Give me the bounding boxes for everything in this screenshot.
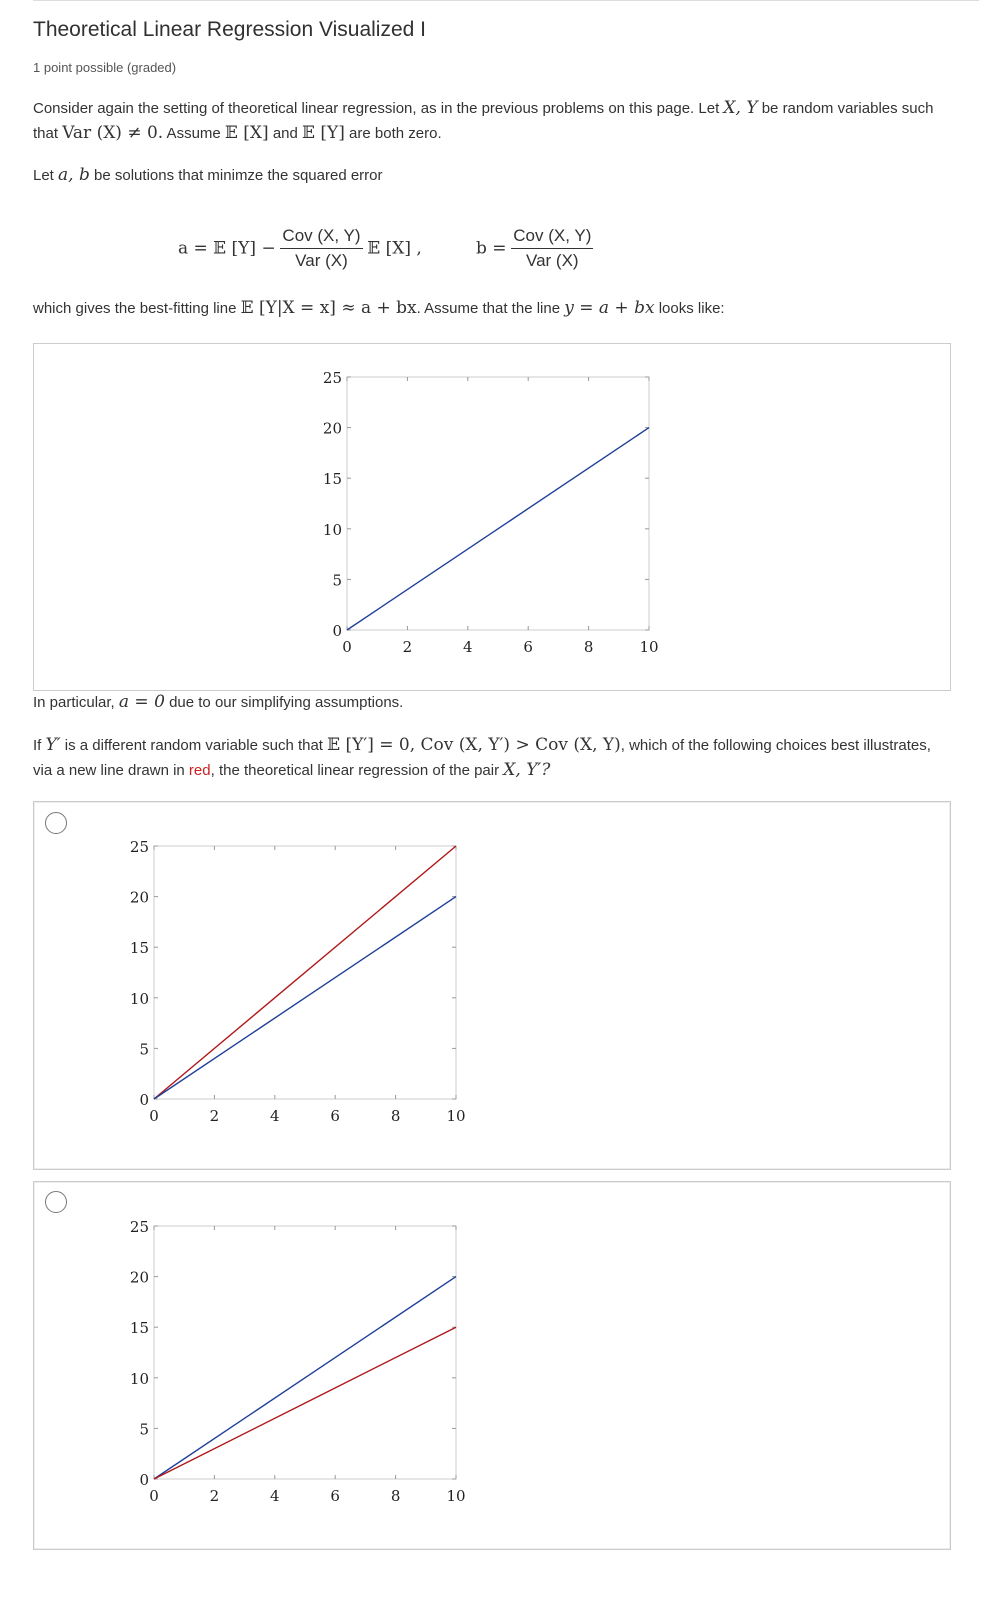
main-figure-box [33,343,951,691]
fraction-denominator: Var (X) [295,251,348,270]
series-line [154,1277,456,1479]
series-line [154,1327,456,1479]
plot-frame [154,1226,456,1479]
x-tick-label: 8 [390,1487,401,1505]
text-fragment: and [268,125,303,142]
formula-a-lhs: a = 𝔼 [Y] − [178,238,276,259]
y-tick-label: 5 [139,1420,149,1439]
x-tick-label: 6 [330,1487,340,1505]
text-fragment: Consider again the setting of theoretical linear regression, as in the previous problems on this page. Let [33,100,724,117]
paragraph-let [33,163,383,188]
y-tick-label: 15 [129,1319,149,1338]
text-fragment: Assume [163,125,225,142]
x-tick-label: 2 [402,638,413,656]
x-tick-label: 2 [209,1487,220,1505]
x-tick-label: 2 [209,1107,220,1125]
y-tick-label: 25 [129,1218,149,1236]
y-tick-label: 15 [129,939,149,958]
text-fragment: , the theoretical linear regression of the pair [210,762,504,779]
x-tick-label: 10 [446,1107,466,1125]
math-line: y = a + bx [564,298,655,318]
y-tick-label: 20 [129,1268,149,1287]
formula-b-lhs: b = [476,238,507,259]
fraction-denominator: Var (X) [526,251,579,270]
math-a-zero: a = 0 [118,692,165,712]
math-yprime: Y′ [45,735,61,755]
y-tick-label: 5 [332,571,342,590]
top-divider [33,0,979,1]
x-tick-label: 8 [583,638,594,656]
red-word: red [188,762,211,779]
x-tick-label: 10 [639,638,659,656]
text-fragment: are both zero. [344,125,442,142]
x-tick-label: 8 [390,1107,401,1125]
math-pair: X, Y′? [503,760,551,780]
y-tick-label: 0 [332,622,342,640]
math-xy: X, Y [723,98,758,118]
x-tick-label: 6 [330,1107,340,1125]
x-tick-label: 0 [342,638,352,656]
y-tick-label: 15 [322,470,342,489]
formula-a-tail: 𝔼 [X] , [367,238,422,259]
x-tick-label: 4 [270,1487,280,1505]
paragraph-best-fit [33,296,725,321]
text-fragment: which gives the best-fitting line [33,300,241,317]
fraction-cov-over-var [511,226,593,271]
y-tick-label: 0 [139,1471,149,1489]
choice-option-2[interactable] [33,1181,951,1550]
main-figure-chart [34,344,950,690]
y-tick-label: 5 [139,1040,149,1059]
text-fragment: be solutions that minimze the squared error [89,167,383,184]
x-tick-label: 4 [270,1107,280,1125]
series-line [154,846,456,1099]
text-fragment: Let [33,167,59,184]
y-tick-label: 25 [322,369,342,387]
formula-a [178,226,422,286]
y-tick-label: 10 [322,520,342,539]
x-tick-label: 6 [523,638,533,656]
y-tick-label: 10 [129,989,149,1008]
y-tick-label: 25 [129,838,149,856]
text-fragment: is a different random variable such that [60,737,328,754]
x-tick-label: 10 [446,1487,466,1505]
math-var-x: Var (X) ≠ 0. [62,123,164,143]
math-ey: 𝔼 [Y] [302,123,345,143]
y-tick-label: 10 [129,1369,149,1388]
y-tick-label: 20 [129,888,149,907]
math-ex: 𝔼 [X] [224,123,269,143]
x-tick-label: 4 [463,638,473,656]
choice-option-1[interactable] [33,801,951,1170]
paragraph-setting [33,96,953,146]
points-label: 1 point possible (graded) [33,60,177,75]
y-tick-label: 0 [139,1091,149,1109]
paragraph-particular [33,690,403,715]
fraction-cov-over-var [280,226,362,271]
problem-title: Theoretical Linear Regression Visualized I [33,18,426,41]
fraction-numerator: Cov (X, Y) [511,226,593,249]
x-tick-label: 0 [149,1487,159,1505]
math-conditional: 𝔼 [Y|X = x] ≈ a + bx [240,298,417,318]
paragraph-question [33,733,953,783]
series-line [347,428,649,630]
math-condition: 𝔼 [Y′] = 0, Cov (X, Y′) > Cov (X, Y) [327,735,621,755]
x-tick-label: 0 [149,1107,159,1125]
text-fragment: due to our simplifying assumptions. [164,694,404,711]
text-fragment: In particular, [33,694,119,711]
y-tick-label: 20 [322,419,342,438]
text-fragment: looks like: [654,300,725,317]
text-fragment: If [33,737,46,754]
text-fragment: , which of the following choices best illustrates, via a new line drawn in [33,737,931,779]
fraction-numerator: Cov (X, Y) [280,226,362,249]
option-2-chart [34,1182,950,1549]
formula-b [476,226,593,286]
series-line [154,897,456,1099]
text-fragment: be random variables such that [33,100,934,142]
option-1-chart [34,802,950,1169]
math-ab: a, b [58,165,90,185]
plot-frame [347,377,649,630]
text-fragment: . Assume that the line [416,300,565,317]
